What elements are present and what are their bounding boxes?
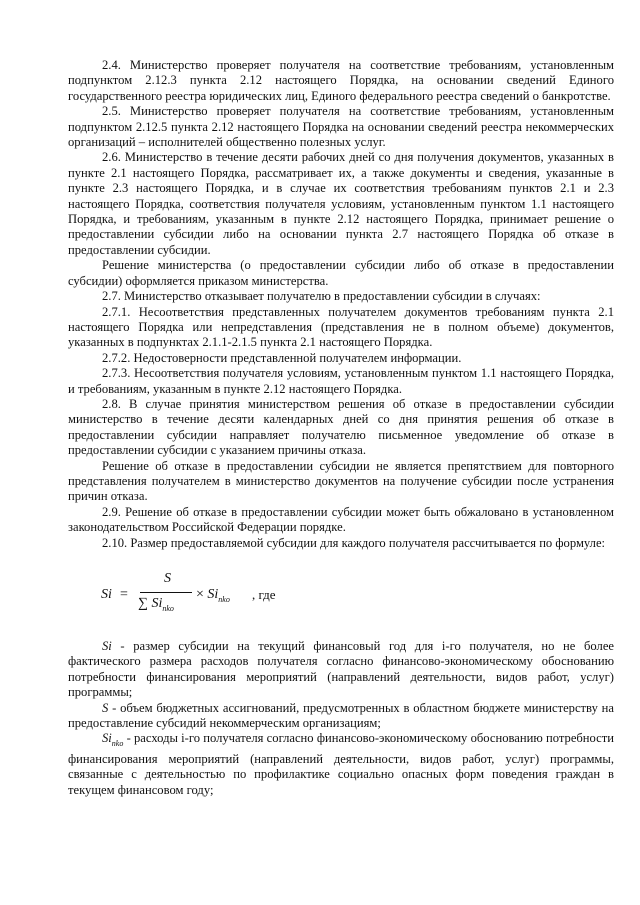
formula-numerator: S bbox=[164, 571, 171, 586]
paragraph-2-7-1: 2.7.1. Несоответствия представленных получателем документов требованиям пункта 2.1 настоящего Порядка или непредставления (представления не в полном объеме) документов, указанных в подпунктах 2.1.1-2.1.5 пункта 2.1 настоящего Порядка. bbox=[68, 304, 614, 350]
paragraph-2-5: 2.5. Министерство проверяет получателя на соответствие требованиям, установленным подпунктом 2.12.5 пункта 2.12 настоящего Порядка на основании сведений реестра некоммерческих организаций – исполнителей общественно полезных услуг. bbox=[68, 104, 614, 150]
definition-text: - объем бюджетных ассигнований, предусмотренных в областном бюджете министерству на предоставление субсидий некоммерческим организациям; bbox=[68, 700, 614, 731]
paragraph-decision: Решение министерства (о предоставлении субсидии либо об отказе в предоставлении субсидии) оформляется приказом министерства. bbox=[68, 258, 614, 288]
definition-text: - расходы i-го получателя согласно финансово-экономическому обоснованию потребности финансирования мероприятий (направлений деятельности, видов работ, услуг) программы, связанные с деятельностью по профилактике социально опасных форм поведения граждан в текущем финансовом году; bbox=[68, 731, 614, 797]
paragraph-2-6: 2.6. Министерство в течение десяти рабочих дней со дня получения документов, указанных в пункте 2.1 настоящего Порядка, рассматривает их, а также документы и сведения, указанные в пункте 2.3 настоящего Порядка, и в случае их соответствия требованиям пунктов 2.1 и 2.3 настоящего Порядка, соответствия получателя условиям, установленным пунктом 1.1 настоящего Порядка, и требованиям, указанным в пункте 2.12 настоящего Порядка, принимает решение о предоставлении субсидии либо на основании пункта 2.7 настоящего Порядка об отказе в предоставлении субсидии. bbox=[68, 150, 614, 257]
paragraph-2-10: 2.10. Размер предоставляемой субсидии для каждого получателя рассчитывается по формуле: bbox=[102, 535, 606, 550]
formula-multiplier bbox=[196, 587, 230, 607]
definition-term: Si bbox=[102, 639, 112, 653]
subsidy-formula bbox=[68, 565, 614, 627]
definition-si-nko bbox=[68, 731, 614, 798]
paragraph-2-7: 2.7. Министерство отказывает получателю в предоставлении субсидии в случаях: bbox=[102, 289, 541, 304]
formula-equals: = bbox=[120, 587, 128, 602]
definition-text: - размер субсидии на текущий финансовый год для i-го получателя, но не более фактического размера расходов получателя согласно финансово-экономическому обоснованию потребности финансирования мероприятий (направлений деятельности, видов работ, услуг) программы; bbox=[68, 639, 614, 700]
formula-den-var: Si bbox=[151, 596, 163, 611]
definition-si bbox=[68, 639, 614, 701]
definition-sub: nko bbox=[111, 739, 124, 749]
paragraph-2-8: 2.8. В случае принятия министерством решения об отказе в предоставлении субсидии министерство в течение десяти календарных дней со дня принятия решения об отказе в предоставлении субсидии направляет получателю письменное уведомление об отказе в предоставлении субсидии с указанием причины отказа. bbox=[68, 396, 614, 458]
formula-denominator bbox=[138, 596, 174, 616]
formula-mult-sub: nko bbox=[218, 595, 230, 604]
paragraph-2-7-2: 2.7.2. Недостоверности представленной получателем информации. bbox=[102, 350, 462, 365]
definition-term: S bbox=[102, 700, 109, 715]
document-page bbox=[68, 58, 614, 798]
formula-times: × bbox=[196, 587, 204, 602]
formula-sum-symbol: ∑ bbox=[138, 596, 148, 611]
formula-den-sub: nko bbox=[162, 604, 174, 613]
paragraph-2-7-3: 2.7.3. Несоответствия получателя условиям, установленным пунктом 1.1 настоящего Порядка, и требованиям, указанным в пункте 2.12 настоящего Порядка. bbox=[68, 366, 614, 396]
definition-term: Si bbox=[102, 731, 112, 746]
formula-lhs: Si bbox=[101, 587, 112, 602]
paragraph-refusal-not-obstacle: Решение об отказе в предоставлении субсидии не является препятствием для повторного представления получателем в министерство документов на получение субсидии после устранения причин отказа. bbox=[68, 458, 614, 504]
definition-s bbox=[68, 701, 614, 732]
formula-mult-var: Si bbox=[207, 587, 219, 602]
formula-suffix: , где bbox=[252, 587, 276, 602]
formula-fraction-bar bbox=[140, 592, 192, 593]
paragraph-2-4: 2.4. Министерство проверяет получателя на соответствие требованиям, установленным подпунктом 2.12.3 пункта 2.12 настоящего Порядка, на основании сведений Единого государственного реестра юридических лиц, Единого федерального реестра сведений о банкротстве. bbox=[68, 58, 614, 103]
paragraph-2-9: 2.9. Решение об отказе в предоставлении субсидии может быть обжаловано в установленном законодательством Российской Федерации порядке. bbox=[68, 504, 614, 535]
